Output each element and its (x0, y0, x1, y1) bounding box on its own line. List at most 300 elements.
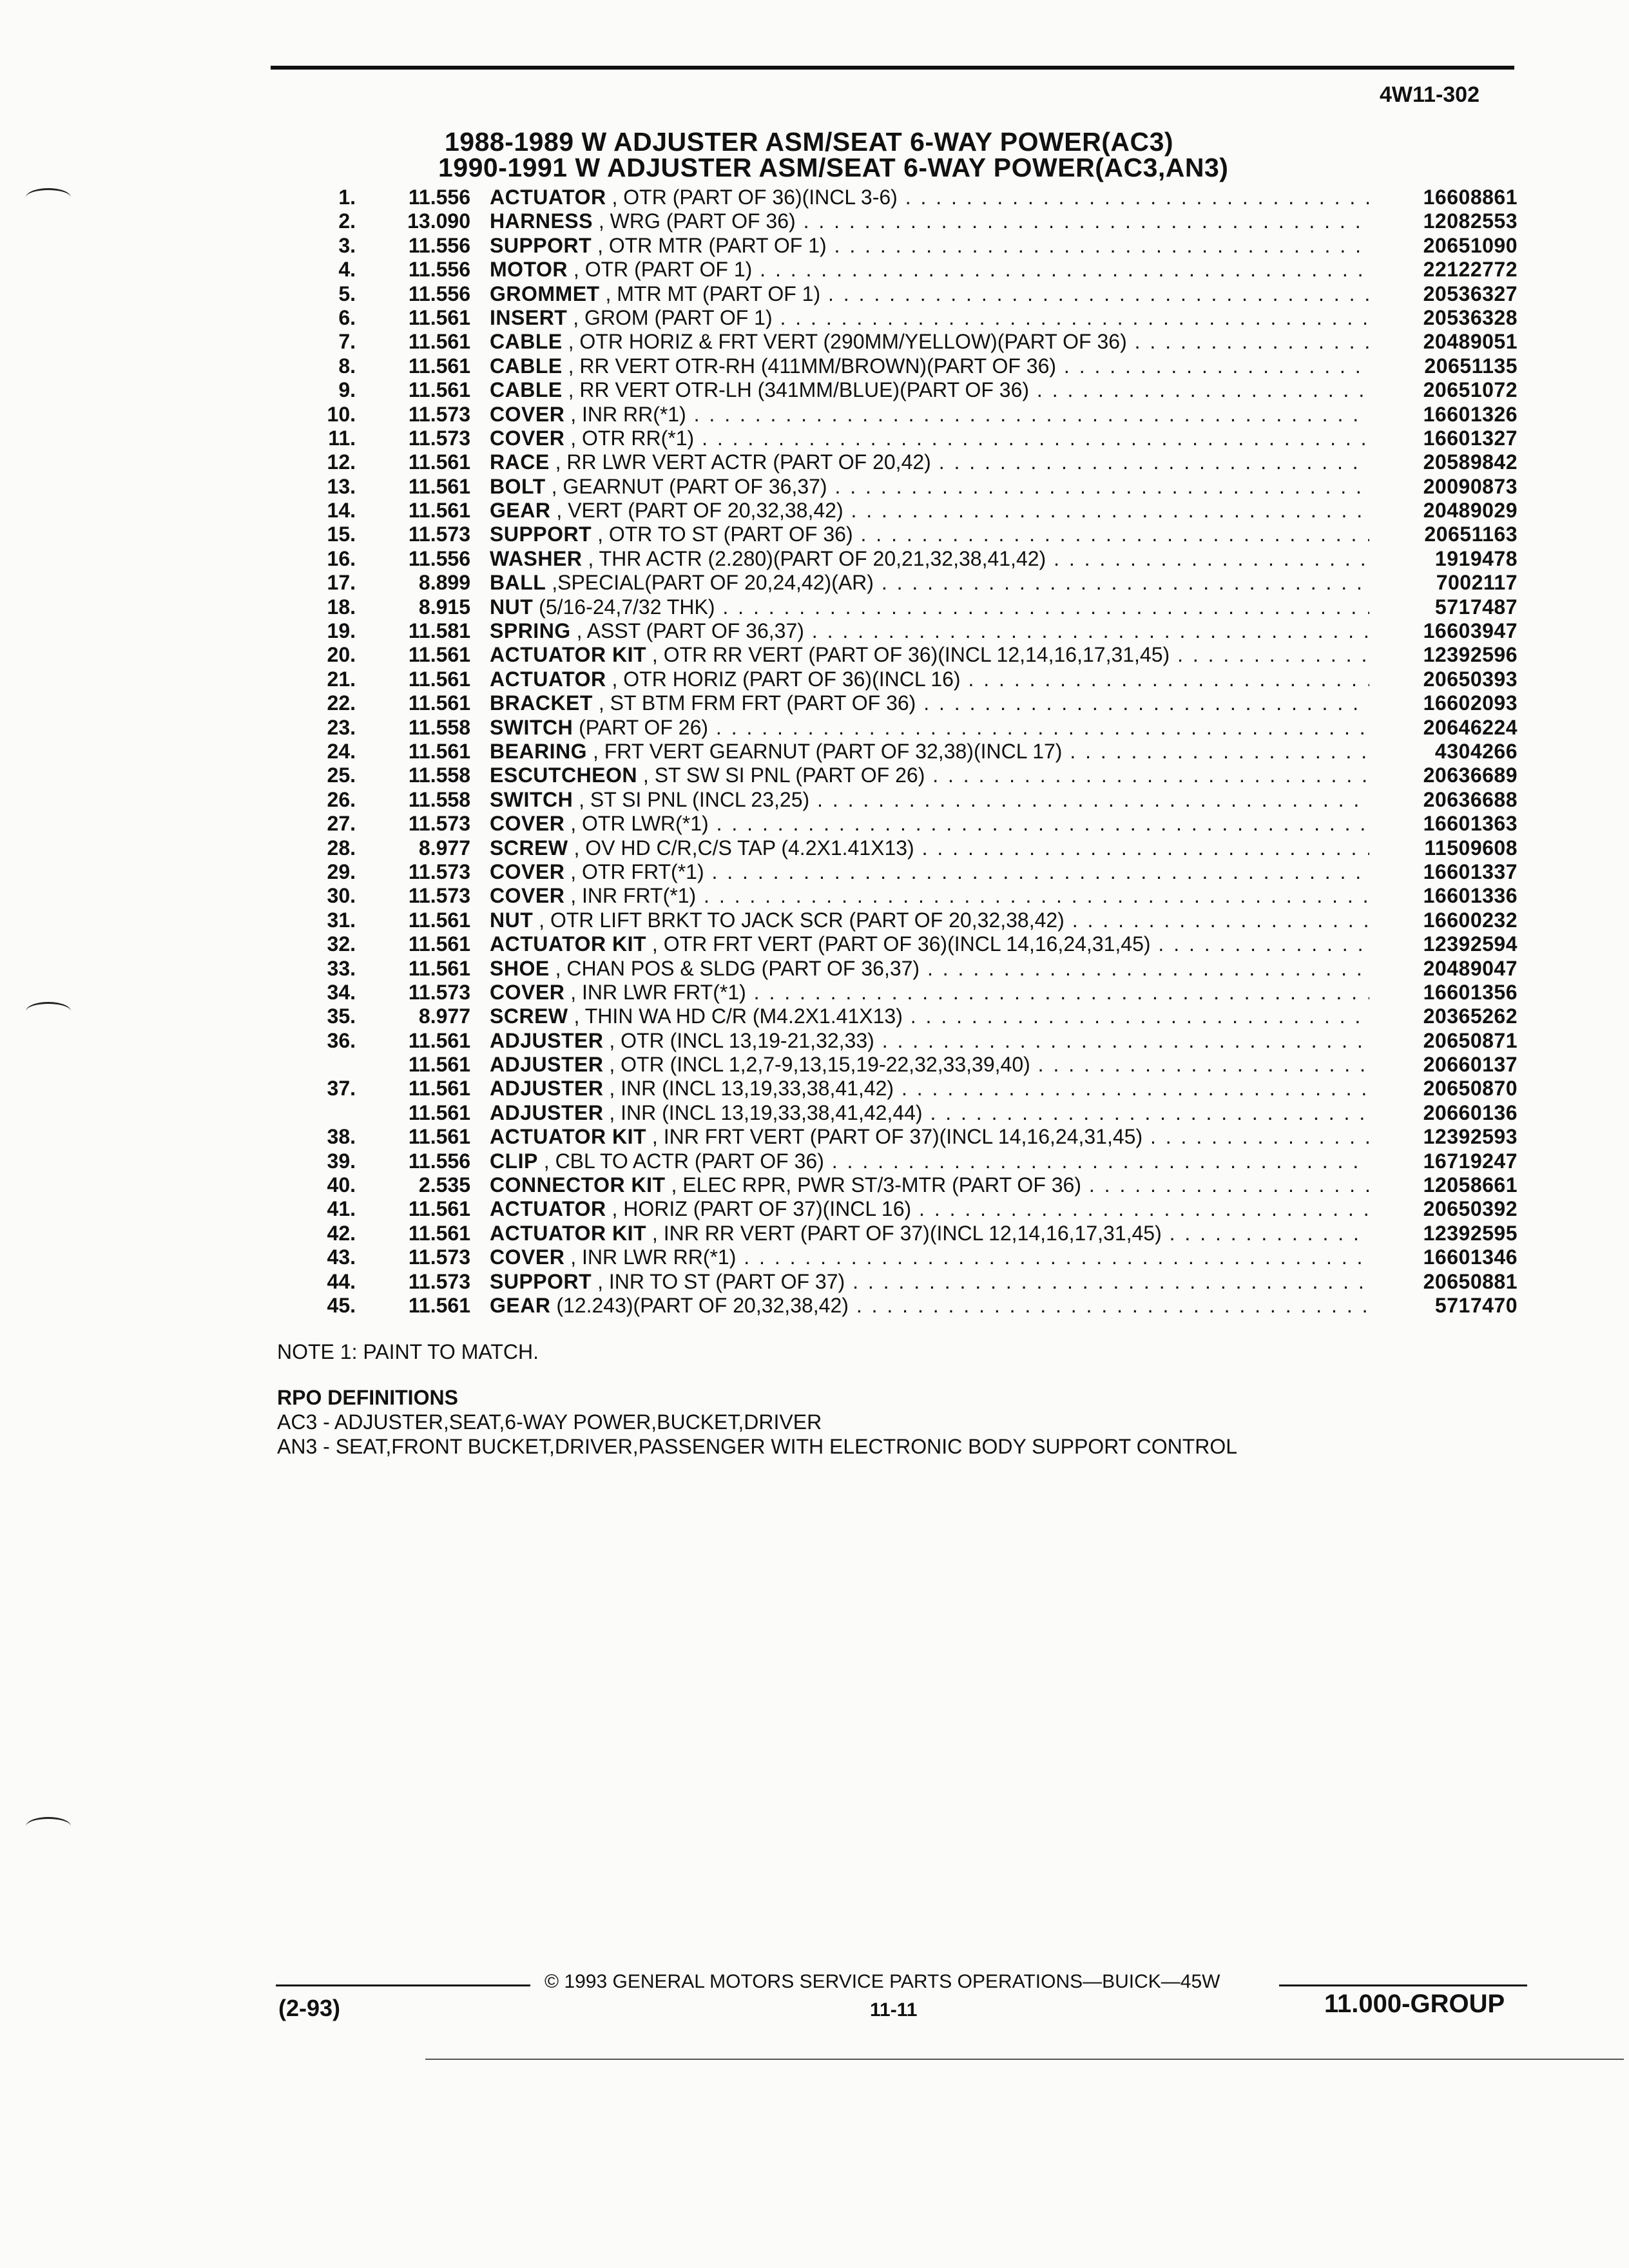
rpo-definitions (277, 1385, 1237, 1459)
part-name: HARNESS (490, 209, 593, 233)
table-row (303, 691, 1518, 715)
table-row (303, 378, 1518, 402)
part-detail: , INR FRT(*1) (570, 884, 697, 908)
document-id: 4W11-302 (1380, 82, 1480, 107)
item-number: 6. (338, 305, 356, 329)
part-name: ACTUATOR KIT (490, 932, 647, 956)
part-description (490, 1029, 1369, 1053)
part-description (490, 234, 1369, 258)
part-number: 5717470 (1434, 1293, 1518, 1317)
item-number: 40. (327, 1173, 356, 1197)
group-number: 11.573 (408, 1245, 470, 1269)
part-number: 20650881 (1423, 1269, 1518, 1293)
part-name: ACTUATOR (490, 1197, 606, 1221)
group-number: 11.561 (408, 908, 470, 932)
table-row (303, 258, 1518, 282)
table-row (303, 643, 1518, 667)
group-number: 11.561 (408, 1077, 470, 1100)
part-number: 20660136 (1423, 1100, 1518, 1124)
part-detail: , CHAN POS & SLDG (PART OF 36,37) (555, 956, 920, 980)
part-name: ADJUSTER (490, 1100, 604, 1124)
table-row (303, 1077, 1518, 1100)
part-number: 20651163 (1424, 523, 1518, 546)
part-number: 20365262 (1423, 1004, 1518, 1028)
group-number: 11.561 (408, 667, 470, 691)
group-number: 11.561 (408, 330, 470, 354)
part-detail: , INR FRT VERT (PART OF 37)(INCL 14,16,24,31,45) (651, 1125, 1143, 1149)
group-number: 11.573 (408, 426, 470, 450)
part-number: 20650392 (1423, 1197, 1518, 1221)
part-number: 12392593 (1423, 1125, 1518, 1149)
part-description (490, 475, 1369, 499)
table-row (303, 475, 1518, 499)
table-row (303, 571, 1518, 595)
group-number: 11.558 (408, 715, 470, 739)
part-description (490, 788, 1369, 812)
group-number: 11.561 (408, 305, 470, 329)
part-name: NUT (490, 595, 534, 619)
part-name: NUT (490, 908, 534, 932)
part-number: 20651072 (1423, 378, 1518, 402)
group-number: 11.561 (408, 499, 470, 523)
part-detail: , ST SW SI PNL (PART OF 26) (642, 764, 925, 787)
part-description (490, 957, 1369, 981)
part-number: 20650870 (1423, 1077, 1518, 1100)
part-description (490, 1053, 1369, 1077)
group-number: 11.561 (408, 643, 470, 667)
part-description (490, 523, 1369, 546)
group-number: 2.535 (418, 1173, 470, 1197)
part-detail: , GROM (PART OF 1) (573, 305, 773, 329)
part-name: GROMMET (490, 282, 600, 305)
group-number: 11.561 (408, 1100, 470, 1124)
part-detail: , ST SI PNL (INCL 23,25) (579, 787, 810, 811)
part-detail: , OTR FRT VERT (PART OF 36)(INCL 14,16,24,31,45) (651, 932, 1151, 956)
part-number: 20090873 (1423, 474, 1518, 498)
table-row (303, 932, 1518, 956)
group-number: 11.556 (408, 546, 470, 570)
part-number: 12082553 (1423, 209, 1518, 233)
table-row (303, 716, 1518, 740)
binder-hole-mark-icon (26, 1002, 71, 1021)
item-number: 45. (327, 1293, 356, 1317)
group-number: 13.090 (407, 209, 470, 233)
part-detail: , OV HD C/R,C/S TAP (4.2X1.41X13) (574, 836, 914, 860)
item-number: 8. (338, 354, 356, 378)
part-name: SWITCH (490, 787, 574, 811)
part-detail: , THIN WA HD C/R (M4.2X1.41X13) (574, 1004, 903, 1028)
part-number: 16601327 (1423, 426, 1518, 450)
group-number: 11.556 (408, 233, 470, 257)
group-number: 11.561 (408, 1197, 470, 1221)
item-number: 35. (327, 1004, 356, 1028)
part-name: ADJUSTER (490, 1077, 604, 1100)
part-description (490, 1077, 1369, 1100)
part-detail: (12.243)(PART OF 20,32,38,42) (556, 1293, 849, 1317)
item-number: 30. (327, 884, 356, 908)
part-name: GEAR (490, 1293, 551, 1317)
part-number: 16601336 (1423, 884, 1518, 908)
part-description (490, 450, 1369, 474)
parts-list (303, 186, 1518, 1318)
part-name: INSERT (490, 305, 568, 329)
part-description (490, 1270, 1369, 1294)
part-detail: , OTR TO ST (PART OF 36) (597, 523, 853, 546)
part-number: 20646224 (1423, 715, 1518, 739)
table-row (303, 595, 1518, 619)
part-description (490, 378, 1369, 402)
part-description (490, 740, 1369, 764)
group-number: 8.899 (418, 571, 470, 595)
part-name: SCREW (490, 1004, 568, 1028)
table-row (303, 186, 1518, 209)
part-detail: , OTR RR VERT (PART OF 36)(INCL 12,14,16,17,31,45) (651, 643, 1170, 667)
group-number: 11.561 (408, 378, 470, 402)
part-name: ESCUTCHEON (490, 764, 638, 787)
part-description (490, 668, 1369, 691)
group-number: 11.573 (408, 980, 470, 1004)
group-number: 11.558 (408, 764, 470, 787)
group-number: 11.573 (408, 1269, 470, 1293)
part-name: COVER (490, 812, 565, 836)
part-description (490, 932, 1369, 956)
group-number: 11.573 (408, 523, 470, 546)
part-number: 20636688 (1423, 787, 1518, 811)
title-line-2: 1990-1991 W ADJUSTER ASM/SEAT 6-WAY POWER(AC3,AN3) (438, 153, 1229, 182)
part-name: GEAR (490, 499, 551, 523)
group-number: 11.556 (408, 282, 470, 305)
part-number: 20636689 (1423, 764, 1518, 787)
part-number: 11509608 (1424, 836, 1518, 860)
catalog-titles (438, 127, 1379, 182)
part-detail: , OTR LWR(*1) (570, 812, 709, 836)
item-number: 5. (338, 282, 356, 305)
part-description (490, 186, 1369, 209)
page-number: 11-11 (870, 1999, 918, 2021)
part-description (490, 716, 1369, 740)
part-description (490, 836, 1369, 860)
copyright-text: © 1993 GENERAL MOTORS SERVICE PARTS OPERATIONS—BUICK—45W (545, 1971, 1220, 1992)
part-detail: , INR TO ST (PART OF 37) (597, 1269, 845, 1293)
group-number: 11.561 (408, 1028, 470, 1052)
table-row (303, 812, 1518, 836)
part-detail: , FRT VERT GEARNUT (PART OF 32,38)(INCL 17) (592, 739, 1063, 763)
rpo-line-ac3: AC3 - ADJUSTER,SEAT,6-WAY POWER,BUCKET,DRIVER (277, 1410, 822, 1434)
part-detail: , INR RR VERT (PART OF 37)(INCL 12,14,16,17,31,45) (651, 1221, 1162, 1245)
group-number: 11.561 (408, 1293, 470, 1317)
item-number: 12. (327, 450, 356, 474)
part-description (490, 499, 1369, 523)
group-number: 11.556 (408, 258, 470, 282)
part-description (490, 860, 1369, 884)
part-name: CONNECTOR KIT (490, 1173, 666, 1197)
table-row (303, 209, 1518, 233)
table-row (303, 740, 1518, 764)
top-rule (271, 66, 1514, 70)
part-description (490, 209, 1369, 233)
part-number: 16601326 (1423, 402, 1518, 426)
part-number: 12392596 (1423, 643, 1518, 667)
part-number: 20536328 (1423, 305, 1518, 329)
part-detail: , INR RR(*1) (570, 402, 686, 426)
footer-rule-right (1279, 1984, 1527, 1986)
item-number: 38. (327, 1125, 356, 1149)
group-number: 11.561 (408, 1053, 470, 1077)
item-number: 24. (327, 739, 356, 763)
item-number: 9. (338, 378, 356, 402)
part-number: 16600232 (1423, 908, 1518, 932)
group-number: 11.561 (408, 450, 470, 474)
part-detail: , THR ACTR (2.280)(PART OF 20,21,32,38,41,42) (588, 546, 1046, 570)
part-name: ACTUATOR KIT (490, 643, 647, 667)
table-row (303, 908, 1518, 932)
part-number: 16608861 (1423, 186, 1518, 209)
group-number: 11.573 (408, 860, 470, 883)
part-description (490, 571, 1369, 595)
group-number: 11.561 (408, 739, 470, 763)
group-number: 11.573 (408, 884, 470, 908)
group-number: 11.556 (408, 186, 470, 209)
table-row (303, 619, 1518, 643)
part-detail: , CBL TO ACTR (PART OF 36) (543, 1149, 824, 1173)
group-number: 11.561 (408, 354, 470, 378)
part-name: SUPPORT (490, 233, 592, 257)
table-row (303, 884, 1518, 908)
revision-date: (2-93) (278, 1995, 341, 2021)
part-description (490, 258, 1369, 282)
part-description (490, 1149, 1369, 1173)
note-text: NOTE 1: PAINT TO MATCH. (277, 1340, 539, 1363)
part-name: ACTUATOR (490, 667, 606, 691)
part-detail: , INR (INCL 13,19,33,38,41,42) (609, 1077, 894, 1100)
table-row (303, 860, 1518, 884)
item-number: 22. (327, 691, 356, 715)
item-number: 36. (327, 1028, 356, 1052)
part-name: WASHER (490, 546, 583, 570)
part-description (490, 306, 1369, 330)
table-row (303, 1004, 1518, 1028)
part-description (490, 595, 1369, 619)
part-description (490, 1173, 1369, 1197)
group-number: 11.561 (408, 956, 470, 980)
part-number: 20489029 (1423, 499, 1518, 523)
table-row (303, 403, 1518, 427)
part-detail: , OTR (PART OF 1) (573, 258, 753, 282)
item-number: 18. (327, 595, 356, 619)
table-row (303, 427, 1518, 450)
group-number: 11.561 (408, 691, 470, 715)
part-number: 12392595 (1423, 1221, 1518, 1245)
part-description (490, 1197, 1369, 1221)
part-name: SWITCH (490, 715, 574, 739)
part-name: ADJUSTER (490, 1053, 604, 1077)
part-detail: , RR LWR VERT ACTR (PART OF 20,42) (555, 450, 931, 474)
part-description (490, 282, 1369, 306)
part-detail: , OTR (INCL 1,2,7-9,13,15,19-22,32,33,39,40) (609, 1053, 1030, 1077)
table-row (303, 788, 1518, 812)
part-description (490, 812, 1369, 836)
item-number: 27. (327, 812, 356, 836)
binder-hole-mark-icon (26, 1817, 71, 1836)
part-description (490, 547, 1369, 571)
table-row (303, 1173, 1518, 1197)
group-number: 11.561 (408, 474, 470, 498)
part-detail: , ELEC RPR, PWR ST/3-MTR (PART OF 36) (671, 1173, 1081, 1197)
part-number: 16601346 (1423, 1245, 1518, 1269)
table-row (303, 330, 1518, 354)
item-number: 20. (327, 643, 356, 667)
part-description (490, 1294, 1369, 1318)
part-number: 22122772 (1423, 258, 1518, 282)
table-row (303, 1197, 1518, 1221)
item-number: 19. (327, 619, 356, 643)
part-detail: , INR LWR FRT(*1) (570, 980, 746, 1004)
part-number: 1919478 (1434, 546, 1518, 570)
group-number: 11.556 (408, 1149, 470, 1173)
item-number: 34. (327, 980, 356, 1004)
item-number: 42. (327, 1221, 356, 1245)
item-number: 11. (328, 426, 356, 450)
item-number: 43. (327, 1245, 356, 1269)
part-name: BEARING (490, 739, 588, 763)
part-number: 4304266 (1434, 739, 1518, 763)
part-name: BRACKET (490, 691, 593, 715)
part-detail: (5/16-24,7/32 THK) (539, 595, 715, 619)
part-description (490, 1125, 1369, 1149)
part-name: ACTUATOR (490, 186, 606, 209)
part-detail: , VERT (PART OF 20,32,38,42) (556, 499, 843, 523)
part-name: SCREW (490, 836, 568, 860)
item-number: 2. (338, 209, 356, 233)
table-row (303, 1125, 1518, 1149)
part-name: ADJUSTER (490, 1028, 604, 1052)
part-name: COVER (490, 884, 565, 908)
group-number: 11.561 (408, 932, 470, 956)
table-row (303, 354, 1518, 378)
part-number: 16601356 (1423, 980, 1518, 1004)
part-name: BALL (490, 571, 546, 595)
part-number: 20651090 (1423, 233, 1518, 257)
part-detail: , INR LWR RR(*1) (570, 1245, 737, 1269)
footer-rule-left (276, 1984, 530, 1986)
item-number: 44. (327, 1269, 356, 1293)
part-description (490, 764, 1369, 787)
item-number: 29. (327, 860, 356, 883)
part-description (490, 981, 1369, 1004)
item-number: 3. (338, 233, 356, 257)
binder-hole-mark-icon (26, 188, 71, 207)
part-name: CABLE (490, 330, 563, 354)
table-row (303, 764, 1518, 787)
part-description (490, 354, 1369, 378)
part-number: 20589842 (1423, 450, 1518, 474)
part-detail: , HORIZ (PART OF 37)(INCL 16) (612, 1197, 912, 1221)
part-detail: , RR VERT OTR-RH (411MM/BROWN)(PART OF 36) (568, 354, 1057, 378)
group-number: 11.581 (408, 619, 470, 643)
part-number: 20489051 (1423, 330, 1518, 354)
title-line-1: 1988-1989 W ADJUSTER ASM/SEAT 6-WAY POWER(AC3) (445, 127, 1174, 157)
part-name: COVER (490, 1245, 565, 1269)
item-number: 37. (327, 1077, 356, 1100)
part-number: 20650393 (1423, 667, 1518, 691)
part-name: SPRING (490, 619, 571, 643)
part-name: SUPPORT (490, 1269, 592, 1293)
item-number: 21. (327, 667, 356, 691)
part-detail: , ST BTM FRM FRT (PART OF 36) (598, 691, 916, 715)
table-row (303, 1149, 1518, 1173)
group-number: 8.915 (418, 595, 470, 619)
part-detail: , OTR (INCL 13,19-21,32,33) (609, 1028, 874, 1052)
part-name: COVER (490, 860, 565, 883)
item-number: 26. (327, 787, 356, 811)
group-number: 11.561 (408, 1125, 470, 1149)
table-row (303, 1270, 1518, 1294)
table-row (303, 547, 1518, 571)
part-name: SUPPORT (490, 523, 592, 546)
part-name: SHOE (490, 956, 550, 980)
part-number: 12392594 (1423, 932, 1518, 956)
part-number: 16719247 (1423, 1149, 1518, 1173)
table-row (303, 836, 1518, 860)
part-description (490, 884, 1369, 908)
part-detail: , OTR LIFT BRKT TO JACK SCR (PART OF 20,32,38,42) (539, 908, 1065, 932)
item-number: 23. (327, 715, 356, 739)
part-detail: , OTR MTR (PART OF 1) (597, 233, 827, 257)
part-number: 20489047 (1423, 956, 1518, 980)
part-detail: , OTR HORIZ & FRT VERT (290MM/YELLOW)(PART OF 36) (568, 330, 1127, 354)
item-number: 25. (327, 764, 356, 787)
part-detail: , OTR HORIZ (PART OF 36)(INCL 16) (612, 667, 961, 691)
part-description (490, 1101, 1369, 1125)
table-row (303, 1245, 1518, 1269)
item-number: 15. (327, 523, 356, 546)
table-row (303, 981, 1518, 1004)
part-detail: , MTR MT (PART OF 1) (605, 282, 821, 305)
part-name: RACE (490, 450, 550, 474)
table-row (303, 282, 1518, 306)
part-name: COVER (490, 426, 565, 450)
part-detail: ,SPECIAL(PART OF 20,24,42)(AR) (552, 571, 874, 595)
item-number: 14. (327, 499, 356, 523)
part-description (490, 691, 1369, 715)
item-number: 1. (338, 186, 356, 209)
item-number: 13. (327, 474, 356, 498)
part-description (490, 427, 1369, 450)
part-name: COVER (490, 980, 565, 1004)
table-row (303, 668, 1518, 691)
part-description (490, 1004, 1369, 1028)
group-number: 11.573 (408, 402, 470, 426)
part-name: ACTUATOR KIT (490, 1221, 647, 1245)
table-row (303, 523, 1518, 546)
part-name: ACTUATOR KIT (490, 1125, 647, 1149)
group-number: 11.561 (408, 1221, 470, 1245)
part-number: 16602093 (1423, 691, 1518, 715)
table-row (303, 1222, 1518, 1245)
item-number: 16. (327, 546, 356, 570)
part-number: 12058661 (1423, 1173, 1518, 1197)
part-description (490, 1245, 1369, 1269)
part-number: 20536327 (1423, 282, 1518, 305)
item-number: 7. (338, 330, 356, 354)
item-number: 17. (327, 571, 356, 595)
item-number: 41. (327, 1197, 356, 1221)
part-description (490, 643, 1369, 667)
table-row (303, 450, 1518, 474)
part-description (490, 330, 1369, 354)
part-number: 16601337 (1423, 860, 1518, 883)
part-description (490, 1222, 1369, 1245)
